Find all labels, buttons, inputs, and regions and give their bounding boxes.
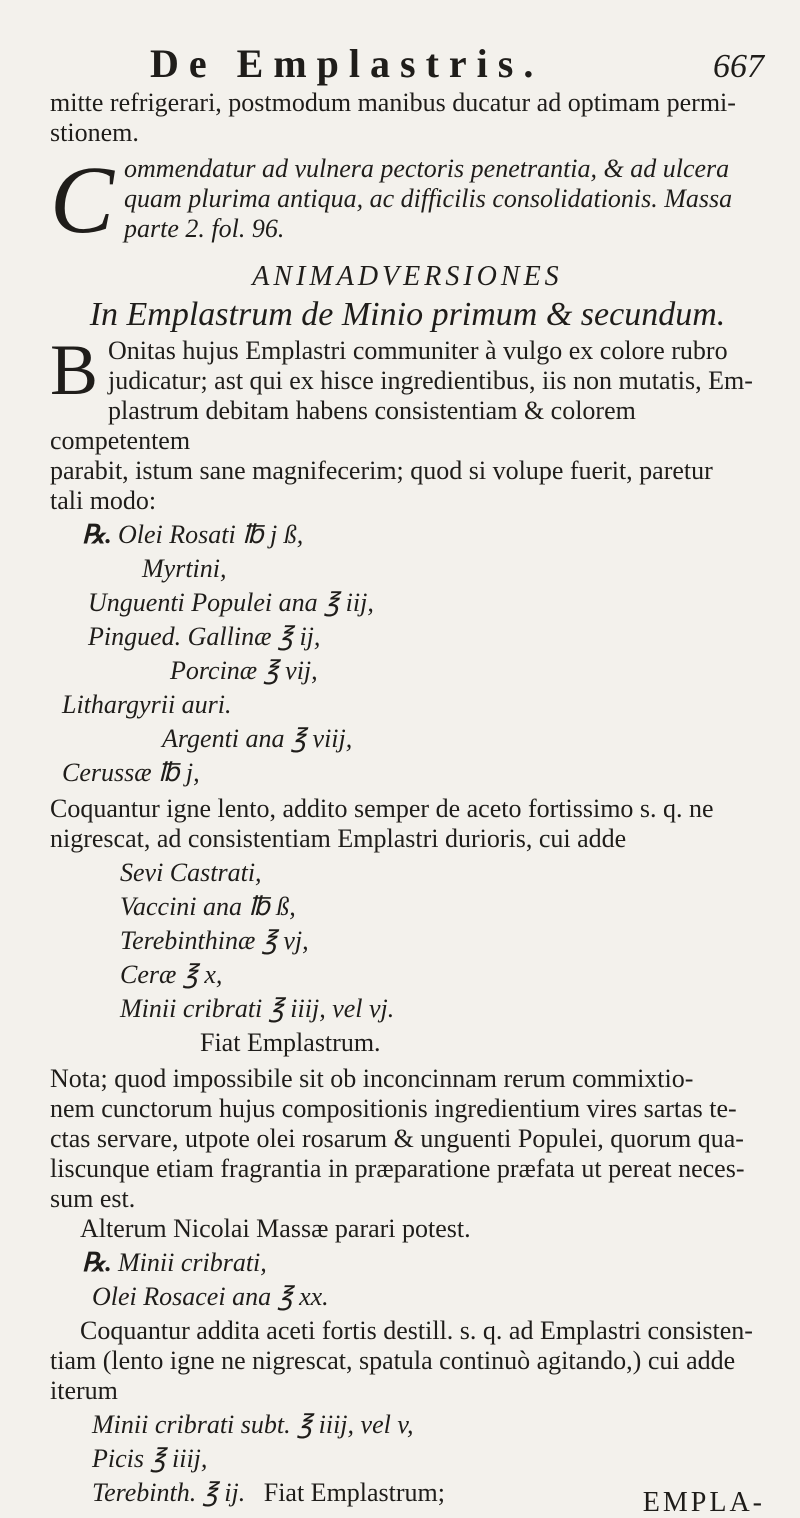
text-line: Alterum Nicolai Massæ parari potest. xyxy=(80,1214,471,1243)
page-number: 667 xyxy=(713,48,764,85)
recipe-4 xyxy=(50,1410,765,1478)
text-line: tiam (lento igne ne nigrescat, spatula continuò agitando,) cui adde xyxy=(50,1346,736,1375)
drop-capital: C xyxy=(50,146,115,253)
text-line: iterum xyxy=(50,1376,118,1405)
recipe-line: Terebinth. ℥ ij. xyxy=(92,1478,246,1507)
ingredient: Porcinæ ℥ vij, xyxy=(170,656,318,685)
running-title: De Emplastris. xyxy=(150,41,544,86)
fiat-line: Fiat Emplastrum. xyxy=(200,1028,381,1057)
text-line: tali modo: xyxy=(50,486,157,515)
text-line: plastrum debitam habens consistentiam & colorem competentem xyxy=(50,396,636,455)
text-line: Coquantur addita aceti fortis destill. s. q. ad Emplastri consisten- xyxy=(80,1316,753,1345)
recipe-line xyxy=(50,758,765,792)
text-line: quam plurima antiqua, ac difficilis consolidationis. Massa xyxy=(124,184,733,213)
running-header xyxy=(0,40,800,90)
recipe-line: Terebinthinæ ℥ vj, xyxy=(120,926,309,955)
text-line: mitte refrigerari, postmodum manibus ducatur ad optimam permi- xyxy=(50,88,736,117)
ingredient: Cerussæ ℔ j, xyxy=(62,758,200,787)
text-line: stionem. xyxy=(50,118,139,147)
recipe-line xyxy=(50,724,765,758)
section-subtitle: In Emplastrum de Minio primum & secundum. xyxy=(89,296,726,333)
text-line: ommendatur ad vulnera pectoris penetrantia, & ad ulcera xyxy=(124,154,730,183)
text-line: sum est. xyxy=(50,1184,136,1213)
text-line: liscunque etiam fragrantia in præparatione præfata ut pereat neces- xyxy=(50,1154,745,1183)
section-title: ANIMADVERSIONES xyxy=(252,261,563,292)
ingredient: Pingued. Gallinæ ℥ ij, xyxy=(88,622,321,651)
text-line: Onitas hujus Emplastri communiter à vulgo ex colore rubro xyxy=(108,336,728,365)
text-line: Coquantur igne lento, addito semper de aceto fortissimo s. q. ne xyxy=(50,794,714,823)
text-line: ctas servare, utpote olei rosarum & unguenti Populei, quorum qua- xyxy=(50,1124,744,1153)
recipe-line: Minii cribrati ℥ iiij, vel vj. xyxy=(120,994,395,1023)
recipe-line: Vaccini ana ℔ ß, xyxy=(120,892,296,921)
recipe-line: Sevi Castrati, xyxy=(120,858,262,887)
text-line: nigrescat, ad consistentiam Emplastri durioris, cui adde xyxy=(50,824,627,853)
ingredient: Lithargyrii auri. xyxy=(62,690,232,719)
recipe-line xyxy=(50,520,765,554)
last-line xyxy=(50,1478,765,1518)
commendatur-paragraph xyxy=(50,146,765,253)
page-body xyxy=(50,88,765,1518)
text-line: parte 2. fol. 96. xyxy=(124,214,285,243)
recipe-symbol: ℞. xyxy=(82,1248,112,1277)
recipe-1 xyxy=(50,520,765,792)
text-line: nem cunctorum hujus compositionis ingredientium vires sartas te- xyxy=(50,1094,737,1123)
recipe-line xyxy=(50,1248,765,1282)
fiat-line: Fiat Emplastrum; xyxy=(263,1478,445,1507)
ingredient: Minii cribrati, xyxy=(118,1248,267,1277)
recipe-line xyxy=(50,656,765,690)
recipe-line xyxy=(50,1282,765,1316)
recipe-line: Picis ℥ iiij, xyxy=(92,1444,208,1473)
ingredient: Unguenti Populei ana ℥ iij, xyxy=(88,588,374,617)
recipe-line xyxy=(50,554,765,588)
ingredient: Argenti ana ℥ viij, xyxy=(162,724,353,753)
recipe-symbol: ℞. xyxy=(82,520,112,549)
text-line: judicatur; ast qui ex hisce ingredientibus, iis non mutatis, Em- xyxy=(108,366,753,395)
recipe-3 xyxy=(50,1248,765,1316)
ingredient: Myrtini, xyxy=(142,554,227,583)
ingredient: Olei Rosati ℔ j ß, xyxy=(118,520,304,549)
text-line: parabit, istum sane magnifecerim; quod si volupe fuerit, paretur xyxy=(50,456,713,485)
recipe-2 xyxy=(50,858,765,1028)
recipe-line: Ceræ ℥ x, xyxy=(120,960,223,989)
recipe-line xyxy=(50,588,765,622)
catchword: EMPLA- xyxy=(642,1487,765,1518)
recipe-line xyxy=(50,690,765,724)
text-line: Nota; quod impossibile sit ob inconcinnam rerum commixtio- xyxy=(50,1064,694,1093)
drop-capital: B xyxy=(50,330,99,410)
recipe-line xyxy=(50,622,765,656)
recipe-line: Minii cribrati subt. ℥ iiij, vel v, xyxy=(92,1410,414,1439)
bonitas-paragraph xyxy=(50,330,765,516)
ingredient: Olei Rosacei ana ℥ xx. xyxy=(92,1282,329,1311)
